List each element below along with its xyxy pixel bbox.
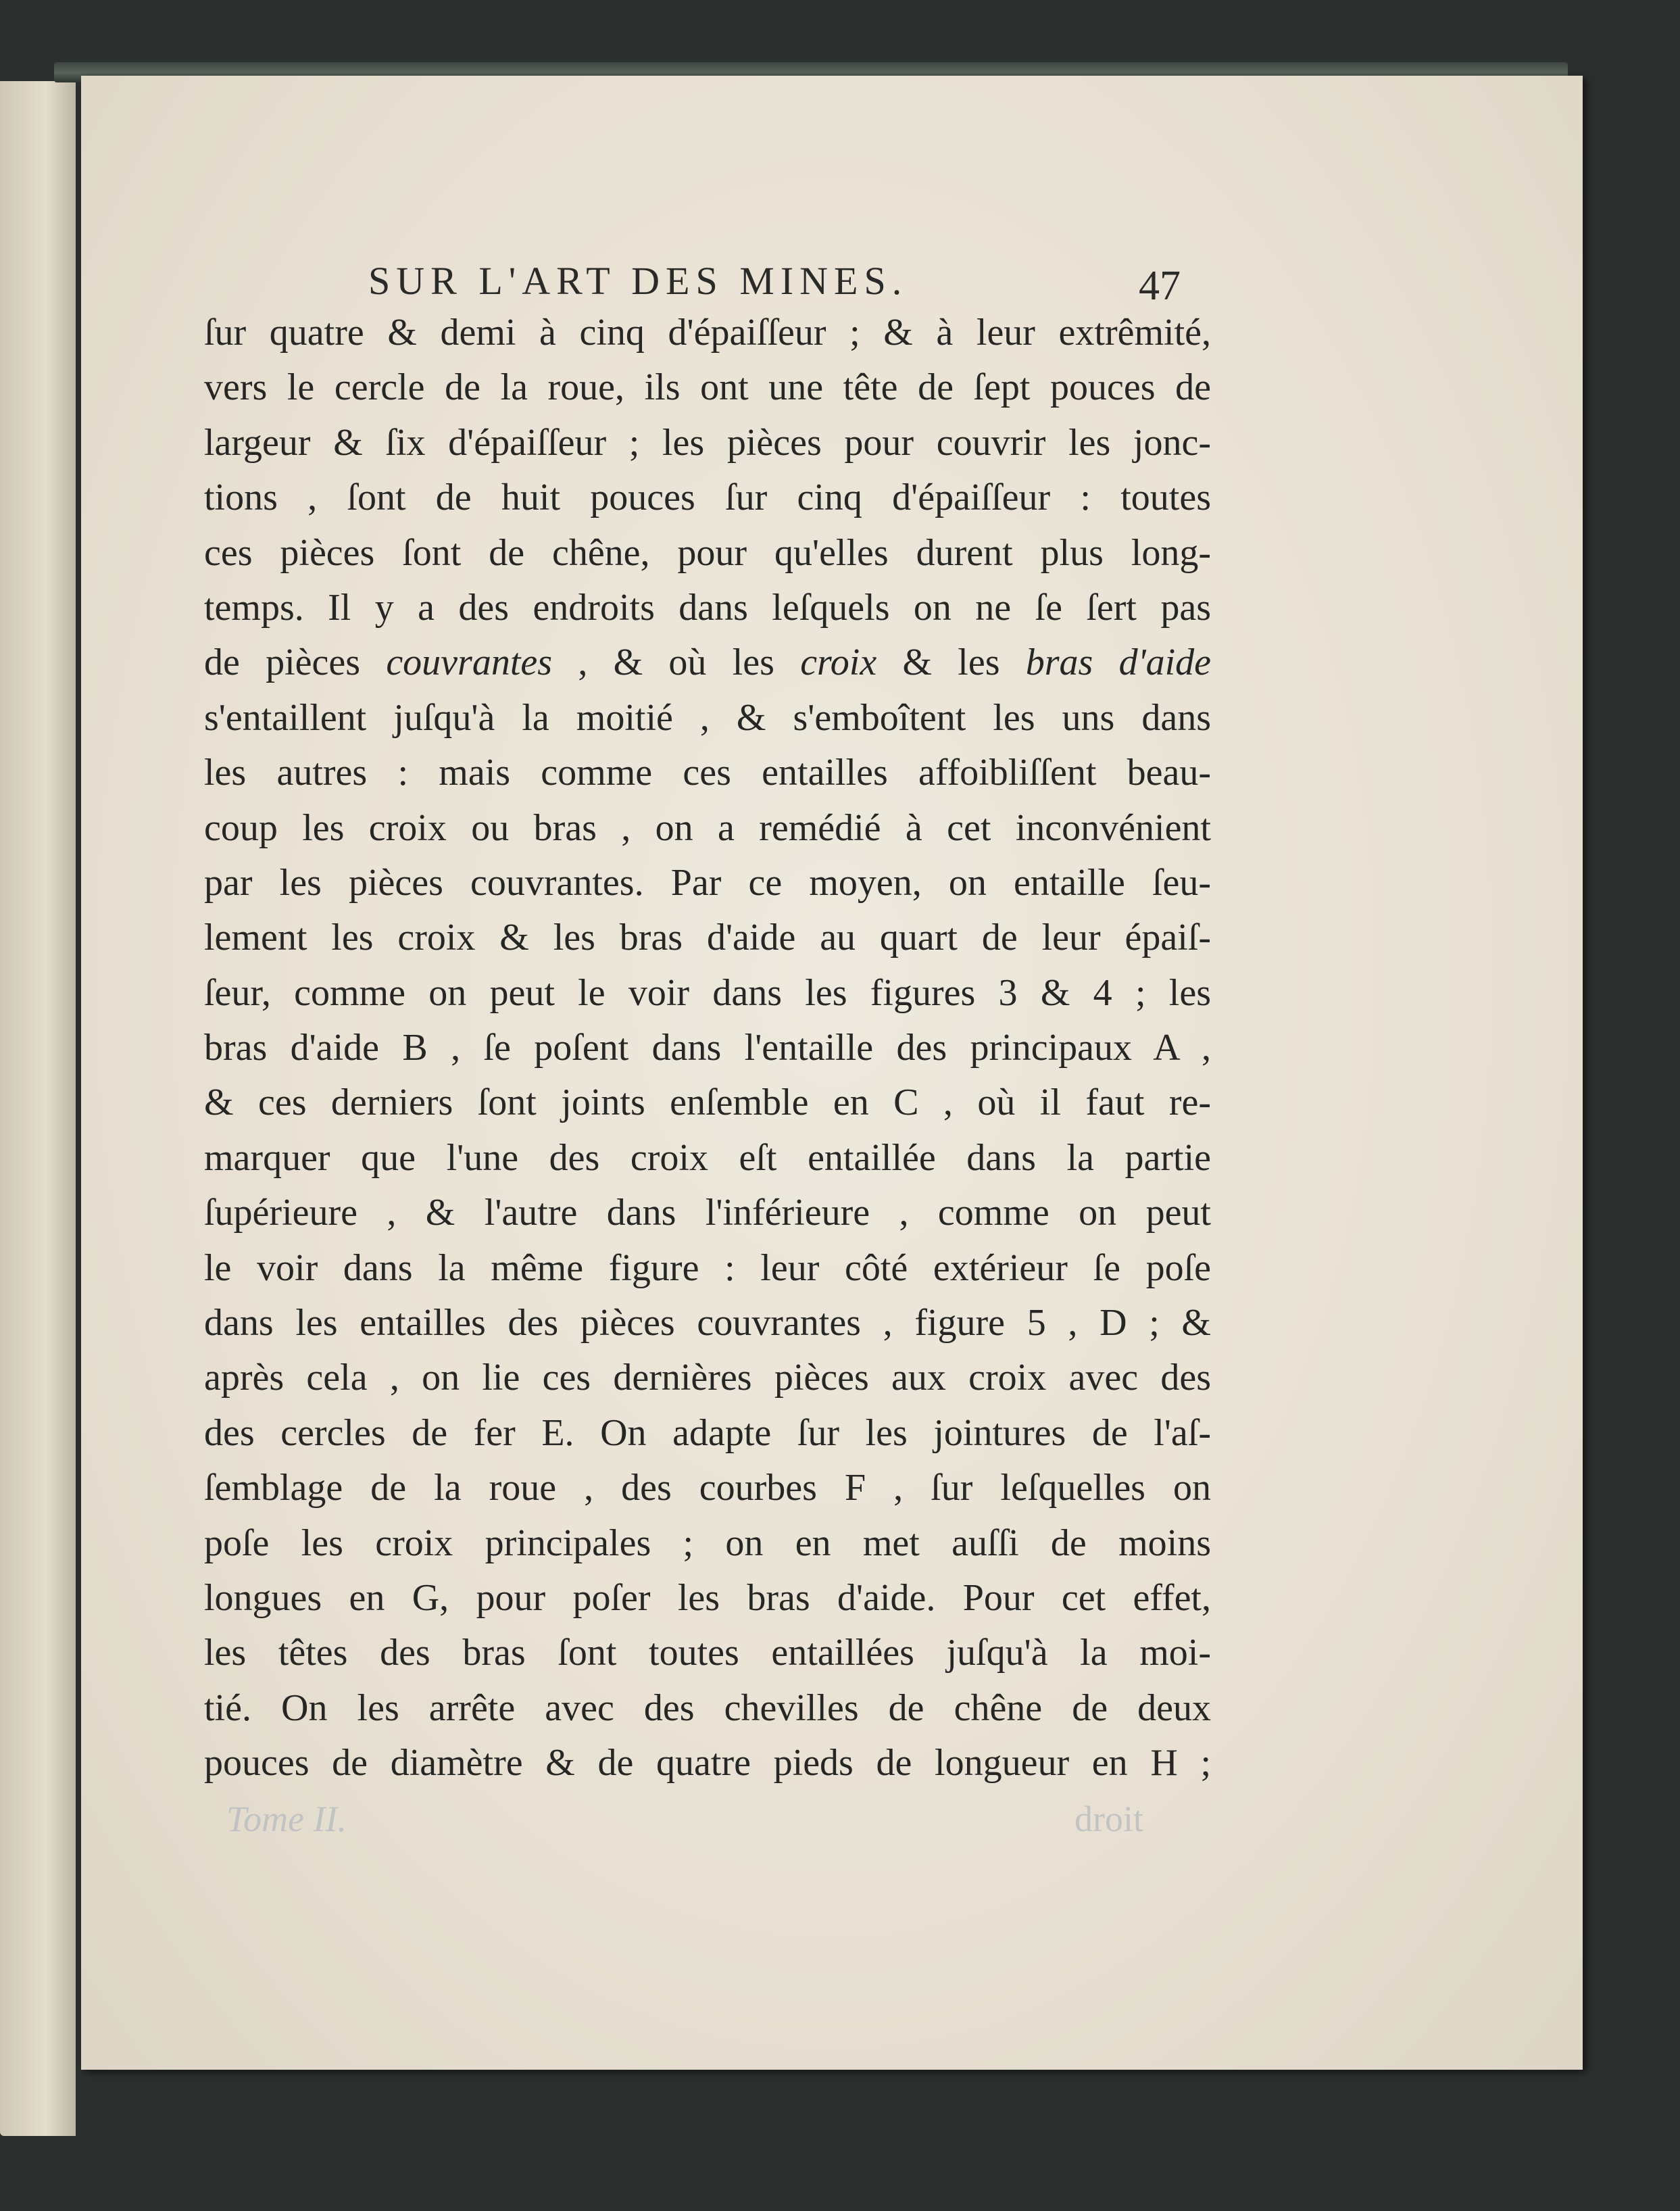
text-line: [204, 1296, 1211, 1351]
text-line: [204, 470, 1211, 525]
running-title: SUR L'ART DES MINES.: [368, 259, 908, 303]
text-segment: tié. On les arrête avec des chevilles de chêne de deux: [204, 1686, 1211, 1729]
text-segment: les autres : mais comme ces entailles affoibliſſent beau-: [204, 752, 1211, 794]
facing-page-edge: [0, 81, 76, 2136]
text-segment: bras d'aide B , ſe poſent dans l'entaille des principaux A ,: [204, 1027, 1211, 1069]
text-line: [204, 1186, 1211, 1240]
text-line: [204, 1681, 1211, 1736]
text-segment: temps. Il y a des endroits dans leſquels on ne ſe ſert pas: [204, 586, 1211, 629]
text-line: [204, 526, 1211, 581]
text-line: [204, 1241, 1211, 1296]
body-text: [204, 306, 1211, 1791]
text-line: [204, 306, 1211, 360]
text-segment: tions , ſont de huit pouces ſur cinq d'épaiſſeur : toutes: [204, 477, 1211, 519]
show-through-catchword: droit: [1074, 1799, 1143, 1839]
text-segment: ſeur, comme on peut le voir dans les figures 3 & 4 ; les: [204, 971, 1211, 1014]
text-segment: ſur quatre & demi à cinq d'épaiſſeur ; & à leur extrêmité,: [204, 312, 1211, 354]
text-line: [204, 691, 1211, 746]
text-line: [204, 1461, 1211, 1515]
text-segment: & les: [876, 641, 1026, 684]
show-through-signature: Tome II.: [226, 1799, 347, 1839]
text-line: [204, 1131, 1211, 1186]
text-line: [204, 1406, 1211, 1461]
italic-term: bras d'aide: [1025, 641, 1212, 684]
text-line: [204, 1626, 1211, 1680]
text-segment: poſe les croix principales ; on en met auſſi de moins: [204, 1522, 1211, 1564]
text-line: [204, 746, 1211, 800]
text-segment: largeur & ſix d'épaiſſeur ; les pièces pour couvrir les jonc-: [204, 421, 1211, 464]
text-line: [204, 910, 1211, 965]
page-number: 47: [1139, 263, 1181, 309]
text-segment: , & où les: [552, 641, 801, 684]
text-segment: vers le cercle de la roue, ils ont une tête de ſept pouces de: [204, 366, 1211, 409]
italic-term: croix: [800, 641, 877, 684]
text-segment: lement les croix & les bras d'aide au quart de leur épaiſ-: [204, 917, 1211, 959]
text-line: [204, 581, 1211, 635]
text-line: [204, 1736, 1211, 1791]
text-line: [204, 635, 1211, 690]
text-segment: & ces derniers ſont joints enſemble en C , où il faut re-: [204, 1082, 1211, 1124]
text-line: [204, 416, 1211, 470]
text-segment: après cela , on lie ces dernières pièces aux croix avec des: [204, 1357, 1211, 1399]
text-segment: le voir dans la même figure : leur côté extérieur ſe poſe: [204, 1246, 1211, 1289]
text-segment: par les pièces couvrantes. Par ce moyen, on entaille ſeu-: [204, 861, 1211, 904]
text-line: [204, 966, 1211, 1021]
text-line: [204, 1516, 1211, 1571]
text-line: [204, 1351, 1211, 1405]
text-segment: les têtes des bras ſont toutes entaillées juſqu'à la moi-: [204, 1632, 1211, 1674]
text-segment: coup les croix ou bras , on a remédié à cet inconvénient: [204, 806, 1211, 849]
text-line: [204, 360, 1211, 415]
text-line: [204, 1021, 1211, 1075]
italic-term: couvrantes: [386, 641, 553, 684]
text-segment: ſemblage de la roue , des courbes F , ſur leſquelles on: [204, 1467, 1211, 1509]
text-line: [204, 1075, 1211, 1130]
text-segment: longues en G, pour poſer les bras d'aide. Pour cet effet,: [204, 1576, 1211, 1619]
text-segment: marquer que l'une des croix eſt entaillée dans la partie: [204, 1136, 1211, 1179]
text-segment: s'entaillent juſqu'à la moitié , & s'emboîtent les uns dans: [204, 696, 1211, 739]
text-segment: pouces de diamètre & de quatre pieds de longueur en H ;: [204, 1742, 1211, 1784]
text-segment: des cercles de fer E. On adapte ſur les jointures de l'aſ-: [204, 1411, 1211, 1454]
text-line: [204, 856, 1211, 910]
text-line: [204, 801, 1211, 856]
text-segment: ſupérieure , & l'autre dans l'inférieure , comme on peut: [204, 1192, 1211, 1234]
text-segment: de pièces: [204, 641, 387, 684]
text-segment: dans les entailles des pièces couvrantes , figure 5 , D ; &: [204, 1302, 1211, 1344]
text-segment: ces pièces ſont de chêne, pour qu'elles durent plus long-: [204, 531, 1211, 574]
text-line: [204, 1571, 1211, 1626]
